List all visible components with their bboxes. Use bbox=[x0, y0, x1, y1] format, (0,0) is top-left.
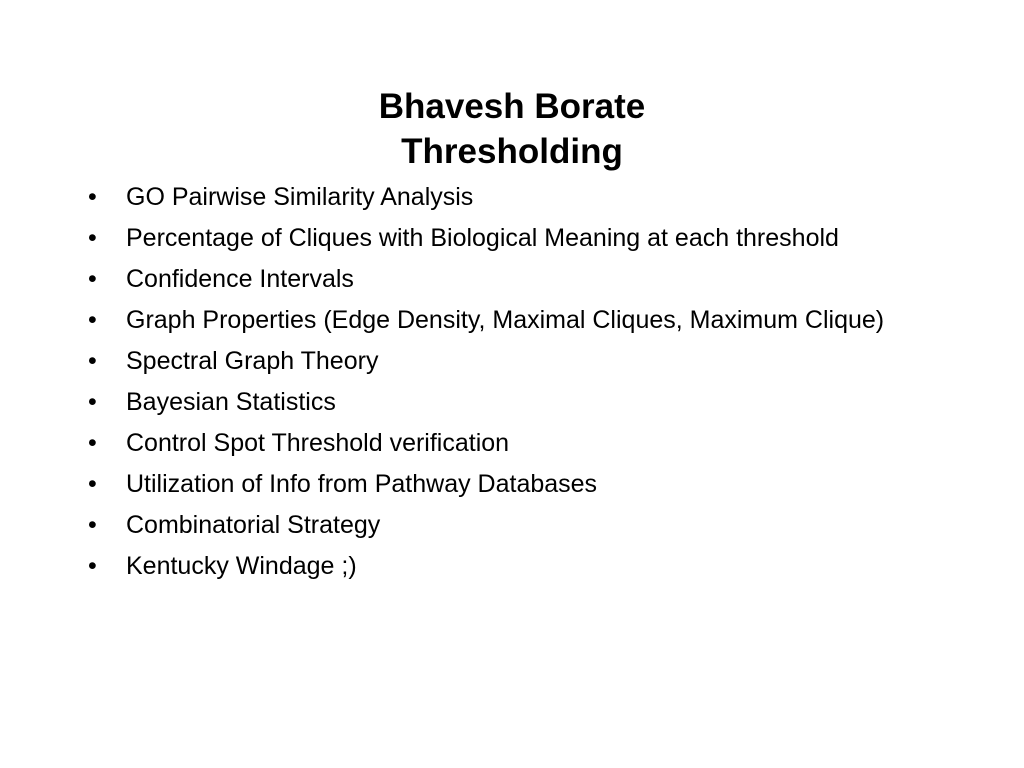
bullet-text: GO Pairwise Similarity Analysis bbox=[126, 183, 474, 211]
bullet-text: Bayesian Statistics bbox=[126, 388, 336, 416]
bullet-icon: • bbox=[88, 347, 97, 375]
bullet-text: Combinatorial Strategy bbox=[126, 511, 381, 539]
bullet-item bbox=[88, 221, 968, 255]
bullet-icon: • bbox=[88, 224, 97, 252]
bullet-item bbox=[88, 467, 968, 501]
bullet-item bbox=[88, 262, 968, 296]
bullet-text: Control Spot Threshold verification bbox=[126, 429, 510, 457]
slide-title bbox=[0, 84, 1024, 174]
bullet-item bbox=[88, 180, 968, 214]
bullet-icon: • bbox=[88, 265, 97, 293]
bullet-icon: • bbox=[88, 429, 97, 457]
bullet-text: Kentucky Windage ;) bbox=[126, 552, 357, 580]
bullet-icon: • bbox=[88, 388, 97, 416]
bullet-icon: • bbox=[88, 183, 97, 211]
bullet-icon: • bbox=[88, 470, 97, 498]
bullet-item bbox=[88, 508, 968, 542]
bullet-item bbox=[88, 549, 968, 583]
bullet-item bbox=[88, 344, 968, 378]
bullet-text: Utilization of Info from Pathway Databases bbox=[126, 470, 598, 498]
bullet-list bbox=[88, 180, 968, 590]
bullet-text: Percentage of Cliques with Biological Meaning at each threshold bbox=[126, 224, 839, 252]
title-line-topic: Thresholding bbox=[401, 132, 623, 172]
bullet-text: Graph Properties (Edge Density, Maximal Cliques, Maximum Clique) bbox=[126, 306, 885, 334]
bullet-text: Confidence Intervals bbox=[126, 265, 354, 293]
bullet-item bbox=[88, 426, 968, 460]
bullet-icon: • bbox=[88, 306, 97, 334]
title-line-name: Bhavesh Borate bbox=[378, 87, 646, 127]
bullet-icon: • bbox=[88, 552, 97, 580]
bullet-item bbox=[88, 303, 968, 337]
bullet-item bbox=[88, 385, 968, 419]
bullet-icon: • bbox=[88, 511, 97, 539]
bullet-text: Spectral Graph Theory bbox=[126, 347, 379, 375]
